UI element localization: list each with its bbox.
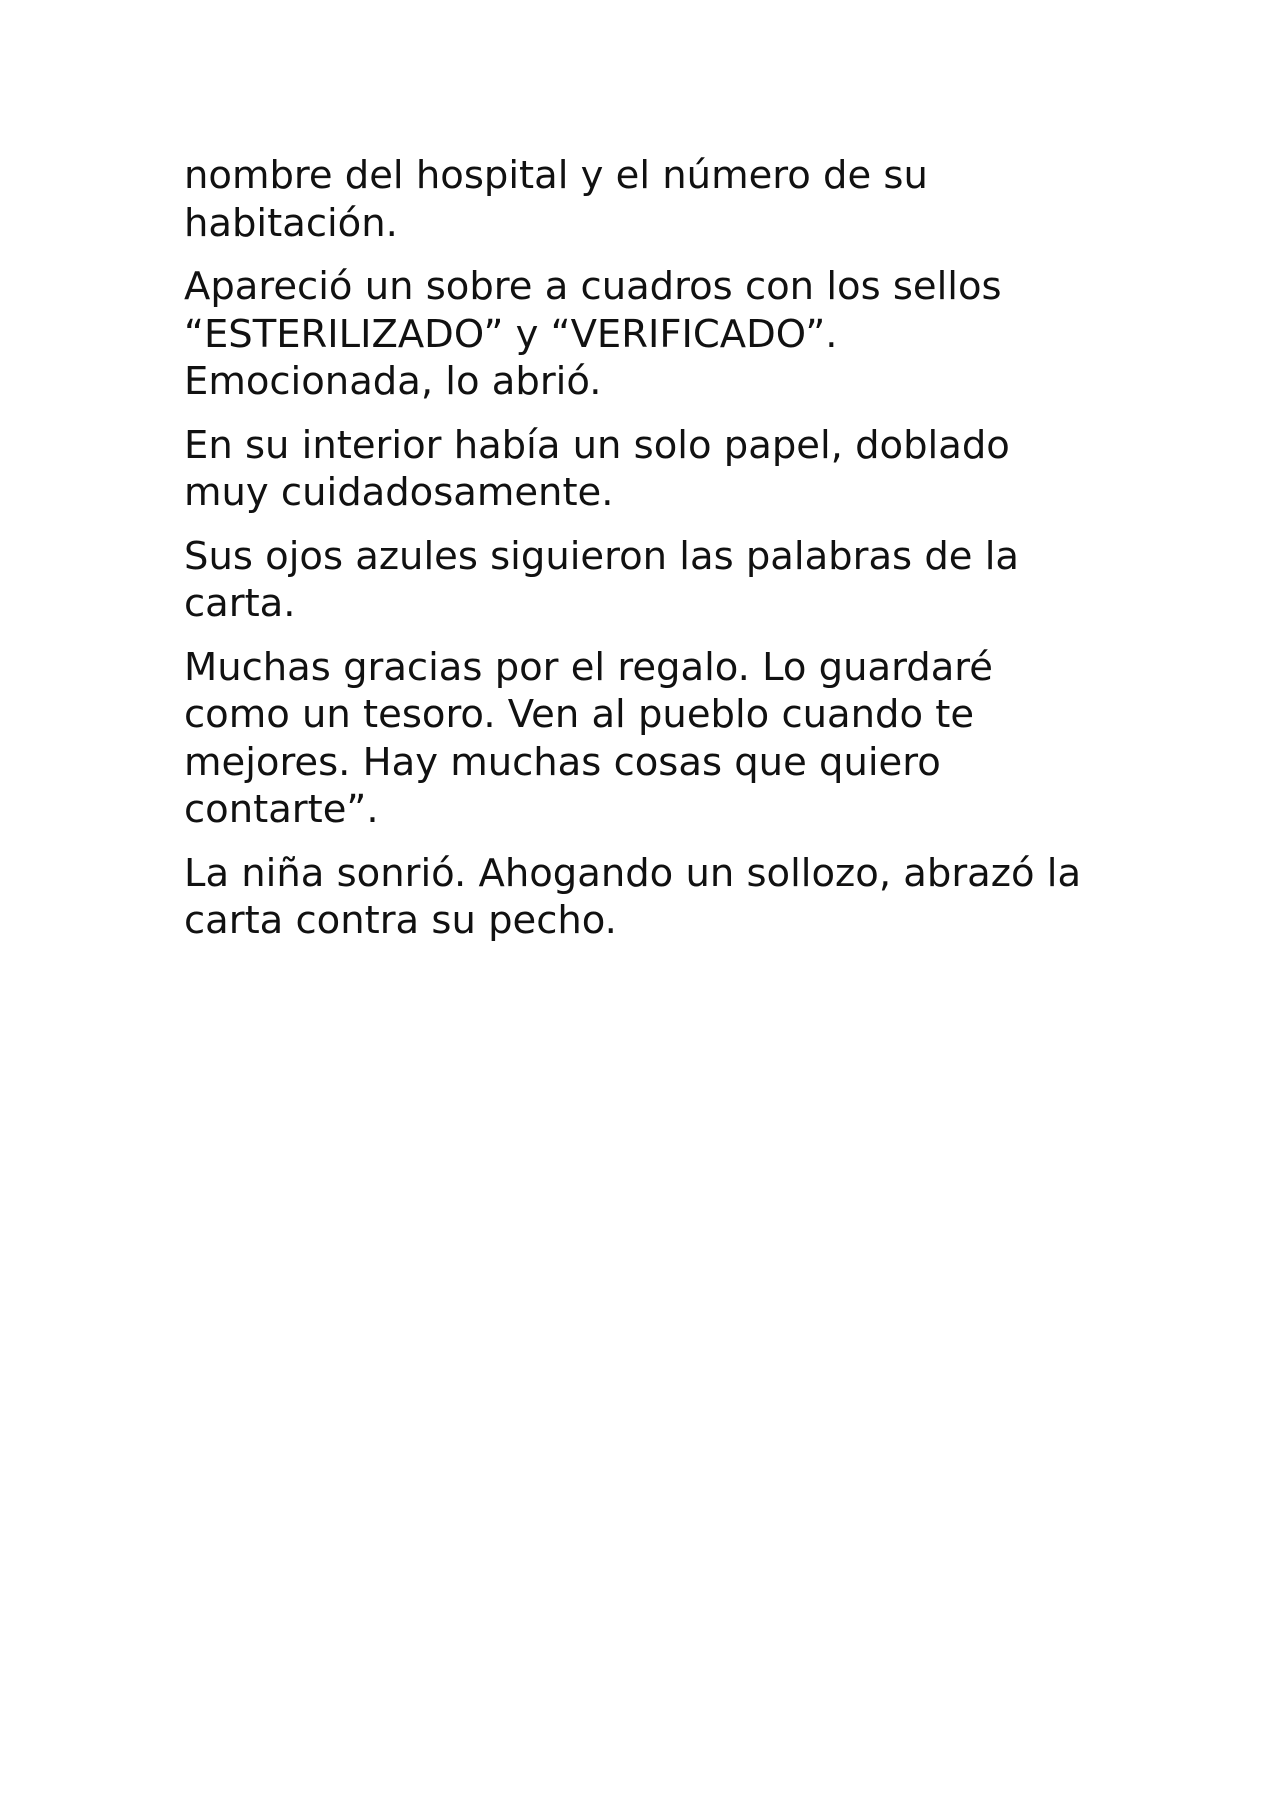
paragraph-1: nombre del hospital y el número de su habitación. [184, 153, 928, 246]
paragraph-6: La niña sonrió. Ahogando un sollozo, abrazó la carta contra su pecho. [184, 850, 1082, 943]
paragraph-4: Sus ojos azules siguieron las palabras de la carta. [184, 533, 1019, 626]
paragraph-5: Muchas gracias por el regalo. Lo guardaré como un tesoro. Ven al pueblo cuando te mejores. Hay muchas cosas que quiero contarte”. [184, 644, 993, 832]
paragraph-3: En su interior había un solo papel, doblado muy cuidadosamente. [184, 422, 1010, 515]
paragraph-2: Apareció un sobre a cuadros con los sellos “ESTERILIZADO” y “VERIFICADO”. Emocionada, lo abrió. [184, 264, 1002, 404]
body-text [184, 152, 1114, 961]
